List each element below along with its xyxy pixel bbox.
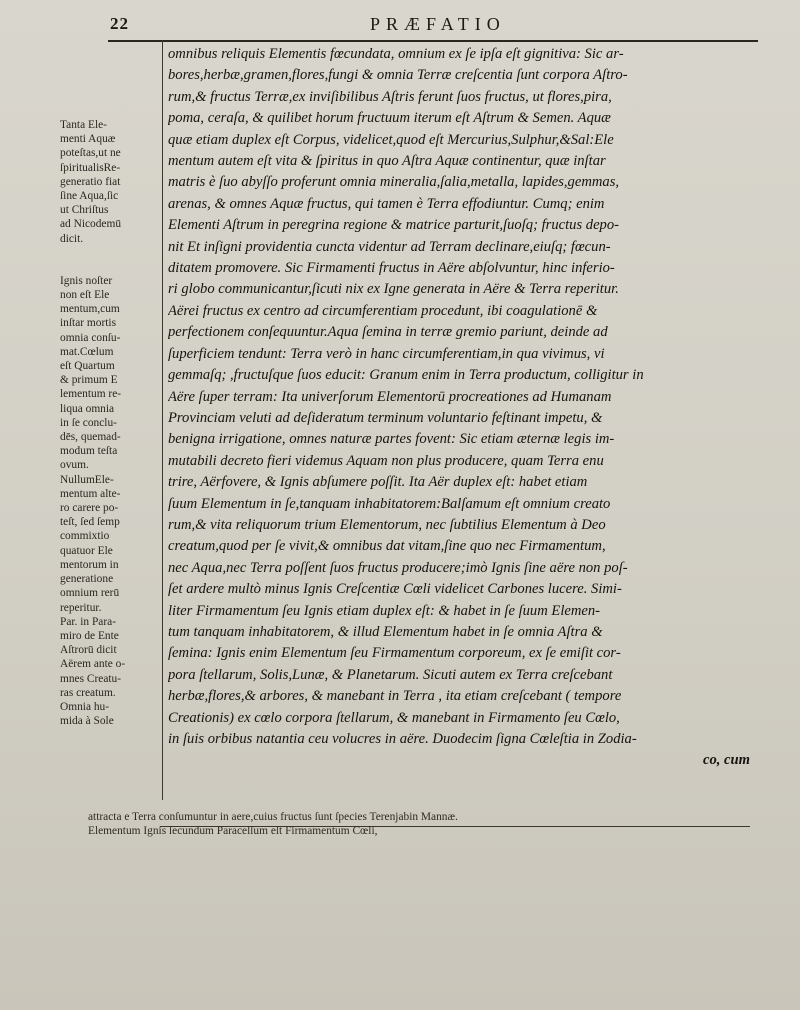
text-line: Aërei fructus ex centro ad circumferentiam procedunt, ibi coagulationē & xyxy=(168,302,598,319)
side-note: non eſt Ele xyxy=(60,289,110,302)
side-note: mida à Sole xyxy=(60,715,114,728)
side-note: Par. in Para- xyxy=(60,615,116,628)
side-note: omnium rerū xyxy=(60,587,120,600)
margin-rule xyxy=(162,40,163,800)
text-line: gemmaſq; ,fructuſque ſuos educit: Granum enim in Terra productum, colligitur in xyxy=(168,367,644,384)
side-note: omnia conſu- xyxy=(60,331,121,344)
side-note: ro carere po- xyxy=(60,502,119,515)
side-note: in ſe conclu- xyxy=(60,416,117,429)
footnote-line: Elementum Ignis ſecundum Paracelſum eſt Firmamentum Cœli, xyxy=(88,825,378,837)
side-note: mnes Creatu- xyxy=(60,672,122,685)
text-line: creatum,quod per ſe vivit,& omnibus dat vitam,ſine quo nec Firmamentum, xyxy=(168,538,606,555)
text-line: Creationis) ex cœlo corpora ſtellarum, & manebant in Firmamento ſeu Cœlo, xyxy=(168,709,620,726)
text-line: nec Aqua,nec Terra poſſent ſuos fructus producere;imò Ignis ſine aëre non poſ- xyxy=(168,559,628,576)
side-note: quatuor Ele xyxy=(60,544,113,557)
footnote-line: attracta e Terra conſumuntur in aere,cuius fructus ſunt ſpecies Terenjabin Mannæ. xyxy=(88,811,458,823)
side-note: liqua omnia xyxy=(60,402,115,415)
text-line: ditatem promovere. Sic Firmamenti fructus in Aëre abſolvuntur, hinc inferio- xyxy=(168,260,615,277)
side-note: ſine Aqua,ſic xyxy=(60,190,119,203)
side-note: reperitur. xyxy=(60,601,102,614)
running-title: PRÆFATIO xyxy=(370,14,506,34)
text-line: tum tanquam inhabitatorem, & illud Elementum habet in ſe omnia Aſtra & xyxy=(168,623,603,640)
text-line: ſuperficiem tendunt: Terra verò in hanc circumferentiam,in qua vivimus, vi xyxy=(168,345,605,362)
text-line: Elementi Aſtrum in peregrina regione & matrice parturit,ſuoſq; fructus depo- xyxy=(168,217,620,234)
catchword: co, cum xyxy=(702,752,750,769)
main-text-block xyxy=(168,44,750,772)
text-line: pora ſtellarum, Solis,Lunæ, & Planetarum. Sicuti autem ex Terra creſcebant xyxy=(168,666,613,683)
text-line: benigna irrigatione, omnes naturæ partes fovent: Sic etiam æternæ legis im- xyxy=(168,431,615,448)
text-line: Aëre ſuper terram: Ita univerſorum Elementorū procreationes ad Humanam xyxy=(168,388,612,405)
text-line: herbæ,flores,& arbores, & manebant in Terra , ita etiam creſcebant ( tempore xyxy=(168,688,622,705)
header-rule xyxy=(108,40,758,42)
side-note: Omnia hu- xyxy=(60,700,110,713)
text-line: perfectionem conſequuntur.Aqua ſemina in terræ gremio pariunt, deinde ad xyxy=(168,324,608,341)
side-note: Aſtrorū dicit xyxy=(60,644,117,657)
text-line: trire, Aërfovere, & Ignis abſumere poſſit. Ita Aër duplex eſt: habet etiam xyxy=(168,474,588,491)
text-line: quæ etiam duplex eſt Corpus, videlicet,quod eſt Mercurius,Sulphur,&Sal:Ele xyxy=(168,131,614,148)
side-note: dēs, quemad- xyxy=(60,431,121,444)
text-line: ſet ardere multò minus Ignis Creſcentiæ Cœli videlicet Carbones lucere. Simi- xyxy=(168,581,622,598)
side-note: inſtar mortis xyxy=(60,317,116,330)
side-note: miro de Ente xyxy=(60,629,119,642)
footnotes xyxy=(88,810,748,838)
text-line: poma, ceraſa, & quilibet horum fructuum iterum eſt Aſtrum & Semen. Aquæ xyxy=(168,110,611,127)
side-note: poteſtas,ut ne xyxy=(60,147,121,160)
side-note: & primum E xyxy=(60,374,118,387)
side-note: ad Nicodemū xyxy=(60,218,122,231)
text-line: rum,& vita reliquorum trium Elementorum, nec ſubtilius Elementum à Deo xyxy=(168,516,606,533)
side-note: dicit. xyxy=(60,232,84,245)
text-line: ri globo communicantur,ſicuti nix ex Igne generata in Aëre & Terra reperitur. xyxy=(168,281,619,298)
side-note: ut Chriſtus xyxy=(60,204,109,217)
text-line: Provinciam veluti ad deſideratum terminum voluntario feſtinant impetu, & xyxy=(168,409,603,426)
side-note: Ignis noſter xyxy=(60,274,113,287)
text-line: rum,& fructus Terræ,ex inviſibilibus Aſtris ferunt ſuos fructus, ut flores,pira, xyxy=(168,88,612,105)
side-note: ſpiritualisRe- xyxy=(60,161,121,174)
text-line: ſuum Elementum in ſe,tanquam inhabitatorem:Balſamum eſt omnium creato xyxy=(168,495,611,512)
side-note: mentum,cum xyxy=(60,303,120,316)
side-note: ras creatum. xyxy=(60,686,116,699)
side-note: mat.Cœlum xyxy=(60,345,114,358)
side-note: Tanta Ele- xyxy=(60,119,107,131)
side-note: commixtio xyxy=(60,530,110,543)
text-line: liter Firmamentum ſeu Ignis etiam duplex eſt: & habet in ſe ſuum Elemen- xyxy=(168,602,601,619)
text-line: omnibus reliquis Elementis fœcundata, omnium ex ſe ipſa eſt gignitiva: Sic ar- xyxy=(168,46,624,62)
marginal-notes xyxy=(60,118,158,728)
text-line: ſemina: Ignis enim Elementum ſeu Firmamentum corporeum, ex ſe emiſit cor- xyxy=(168,645,621,662)
side-note: modum teſta xyxy=(60,445,118,458)
side-note: ovum. xyxy=(60,459,89,472)
text-line: nit Et inſigni providentia cuncta videntur ad Terram declinare,eiuſq; fœcun- xyxy=(168,238,611,255)
text-line: mentum autem eſt vita & ſpiritus in quo Aſtra Aquæ continentur, quæ inſtar xyxy=(168,153,606,170)
side-note: Aërem ante o- xyxy=(60,658,126,671)
text-line: matris è ſuo abyſſo proferunt omnia mineralia,ſalia,metalla, lapides,gemmas, xyxy=(168,174,620,191)
side-note: generatio fiat xyxy=(60,175,121,188)
side-note: NullumEle- xyxy=(60,473,114,486)
side-note: teſt, ſed ſemp xyxy=(60,516,120,529)
side-note: mentum alte- xyxy=(60,487,121,500)
side-note: lementum re- xyxy=(60,388,122,401)
page-number: 22 xyxy=(110,14,129,33)
text-line: arenas, & omnes Aquæ fructus, qui tamen è Terra effodiuntur. Cumq; enim xyxy=(168,195,605,212)
side-note: eſt Quartum xyxy=(60,360,115,373)
side-note: mentorum in xyxy=(60,558,119,571)
text-line: bores,herbæ,gramen,flores,fungi & omnia Terræ creſcentia ſunt corpora Aſtro- xyxy=(168,67,628,84)
text-line: in ſuis orbibus natantia ceu volucres in aëre. Duodecim ſigna Cœleſtia in Zodia- xyxy=(168,731,637,747)
side-note: menti Aquæ xyxy=(60,133,116,146)
side-note: generatione xyxy=(60,573,114,586)
text-line: mutabili decreto fieri videmus Aquam non plus producere, quam Terra enu xyxy=(168,452,604,469)
